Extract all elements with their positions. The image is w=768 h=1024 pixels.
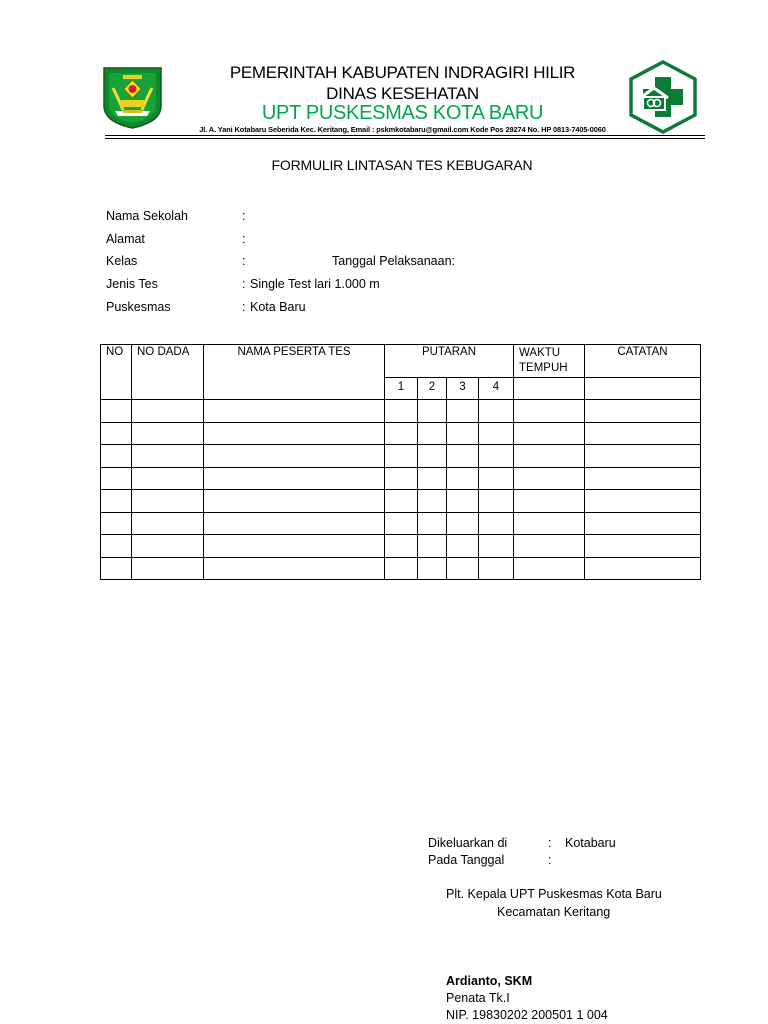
table-cell: [204, 490, 385, 513]
table-cell: [514, 557, 585, 580]
field-label-puskesmas: Puskesmas: [106, 300, 171, 314]
table-row: [101, 467, 701, 490]
header-putaran-text: PUTARAN: [421, 346, 477, 358]
header-nama-text: NAMA PESERTA TES: [237, 346, 351, 358]
signatory-rank: Penata Tk.I: [446, 991, 510, 1005]
table-cell: [418, 512, 447, 535]
table-cell: [479, 535, 514, 558]
table-cell: [447, 422, 479, 445]
table-cell: [132, 557, 204, 580]
table-cell: [585, 422, 701, 445]
header-divider-thick: [105, 135, 705, 136]
table-cell: [447, 400, 479, 423]
putaran-col-4: 4: [479, 378, 514, 400]
header-government: PEMERINTAH KABUPATEN INDRAGIRI HILIR: [229, 63, 576, 82]
table-cell: [514, 512, 585, 535]
table-cell: [132, 535, 204, 558]
field-label-alamat: Alamat: [106, 232, 145, 246]
table-cell: [418, 490, 447, 513]
header-address: Jl. A. Yani Kotabaru Seberida Kec. Keritang, Email : pskmkotabaru@gmail.com Kode Pos 29274 No. HP 0813-7405-0060: [199, 125, 606, 134]
field-sep-alamat: :: [242, 232, 246, 246]
table-cell: [132, 422, 204, 445]
signatory-nip: NIP. 19830202 200501 1 004: [446, 1008, 608, 1022]
header-no-dada: [132, 345, 204, 400]
putaran-col-3: 3: [447, 378, 479, 400]
field-sep-puskesmas: :: [242, 300, 246, 314]
header-catatan-text: CATATAN: [617, 346, 668, 358]
table-cell: [585, 557, 701, 580]
table-cell: [479, 445, 514, 468]
table-cell: [101, 557, 132, 580]
table-cell: [385, 557, 418, 580]
header-waktu-tempuh: [514, 345, 585, 378]
table-row: [101, 445, 701, 468]
table-cell: [447, 557, 479, 580]
table-cell: [101, 535, 132, 558]
table-cell: [101, 467, 132, 490]
table-row: [101, 535, 701, 558]
table-cell: [514, 445, 585, 468]
table-cell: [479, 400, 514, 423]
puskesmas-logo-icon: [628, 60, 698, 134]
table-cell: [204, 467, 385, 490]
table-cell: [585, 490, 701, 513]
signatory-district: Kecamatan Keritang: [497, 905, 611, 919]
participants-table: [100, 344, 701, 580]
table-cell: [385, 467, 418, 490]
pada-tanggal-sep: :: [548, 853, 552, 867]
table-row: [101, 557, 701, 580]
table-cell: [385, 490, 418, 513]
table-cell: [585, 512, 701, 535]
putaran-col-1: 1: [385, 378, 418, 400]
table-cell: [479, 467, 514, 490]
table-cell: [204, 557, 385, 580]
table-cell: [418, 422, 447, 445]
table-row: [101, 490, 701, 513]
field-sep-kelas: :: [242, 254, 246, 268]
table-cell: [132, 445, 204, 468]
table-cell: [385, 422, 418, 445]
signatory-name: Ardianto, SKM: [446, 974, 533, 988]
field-sep-jenis-tes: :: [242, 277, 246, 291]
table-cell: [204, 400, 385, 423]
table-cell: [132, 467, 204, 490]
waktu-sub-cell: [514, 378, 585, 400]
field-sep-nama-sekolah: :: [242, 209, 246, 223]
table-cell: [101, 422, 132, 445]
field-label-jenis-tes: Jenis Tes: [106, 277, 158, 291]
signatory-position: Plt. Kepala UPT Puskesmas Kota Baru: [446, 887, 662, 901]
table-cell: [418, 445, 447, 468]
table-cell: [385, 445, 418, 468]
catatan-sub-cell: [585, 378, 701, 400]
table-cell: [132, 490, 204, 513]
table-cell: [101, 490, 132, 513]
table-cell: [204, 445, 385, 468]
table-cell: [585, 535, 701, 558]
field-label-tanggal-pelaksanaan: Tanggal Pelaksanaan:: [332, 254, 456, 268]
table-row: [101, 422, 701, 445]
dikeluarkan-label: Dikeluarkan di: [428, 836, 508, 850]
table-cell: [514, 490, 585, 513]
header-no-text: NO: [106, 346, 124, 358]
field-value-puskesmas: Kota Baru: [250, 300, 306, 314]
header-no-dada-text: NO DADA: [137, 346, 190, 358]
table-cell: [418, 400, 447, 423]
table-cell: [479, 490, 514, 513]
header-nama-peserta: [204, 345, 385, 400]
table-cell: [514, 422, 585, 445]
table-cell: [447, 445, 479, 468]
pada-tanggal-label: Pada Tanggal: [428, 853, 505, 867]
table-cell: [479, 422, 514, 445]
table-cell: [447, 490, 479, 513]
table-cell: [101, 512, 132, 535]
table-cell: [132, 512, 204, 535]
table-cell: [132, 400, 204, 423]
header-no: [101, 345, 132, 400]
table-cell: [447, 512, 479, 535]
table-cell: [479, 557, 514, 580]
field-label-nama-sekolah: Nama Sekolah: [106, 209, 188, 223]
field-label-kelas: Kelas: [106, 254, 138, 268]
header-department: DINAS KESEHATAN: [326, 84, 479, 103]
table-cell: [418, 467, 447, 490]
table-row: [101, 400, 701, 423]
table-cell: [101, 400, 132, 423]
header-catatan: [585, 345, 701, 378]
table-cell: [447, 467, 479, 490]
dikeluarkan-sep: :: [548, 836, 552, 850]
table-cell: [385, 400, 418, 423]
table-cell: [385, 535, 418, 558]
form-title: FORMULIR LINTASAN TES KEBUGARAN: [271, 157, 533, 173]
header-putaran: [385, 345, 514, 378]
table-cell: [585, 400, 701, 423]
table-cell: [204, 512, 385, 535]
header-puskesmas: UPT PUSKESMAS KOTA BARU: [261, 102, 544, 124]
table-cell: [585, 467, 701, 490]
table-cell: [447, 535, 479, 558]
table-cell: [514, 535, 585, 558]
table-cell: [204, 422, 385, 445]
table-row: [101, 512, 701, 535]
header-waktu-text: WAKTU TEMPUH: [519, 347, 568, 374]
field-value-jenis-tes: Single Test lari 1.000 m: [250, 277, 380, 291]
table-cell: [385, 512, 418, 535]
table-cell: [204, 535, 385, 558]
regency-emblem-icon: [101, 66, 164, 130]
table-cell: [418, 535, 447, 558]
dikeluarkan-value: Kotabaru: [565, 836, 616, 850]
table-cell: [479, 512, 514, 535]
table-cell: [514, 467, 585, 490]
table-cell: [101, 445, 132, 468]
putaran-col-2: 2: [418, 378, 447, 400]
table-cell: [585, 445, 701, 468]
header-divider-thin: [105, 138, 705, 139]
table-cell: [514, 400, 585, 423]
table-cell: [418, 557, 447, 580]
